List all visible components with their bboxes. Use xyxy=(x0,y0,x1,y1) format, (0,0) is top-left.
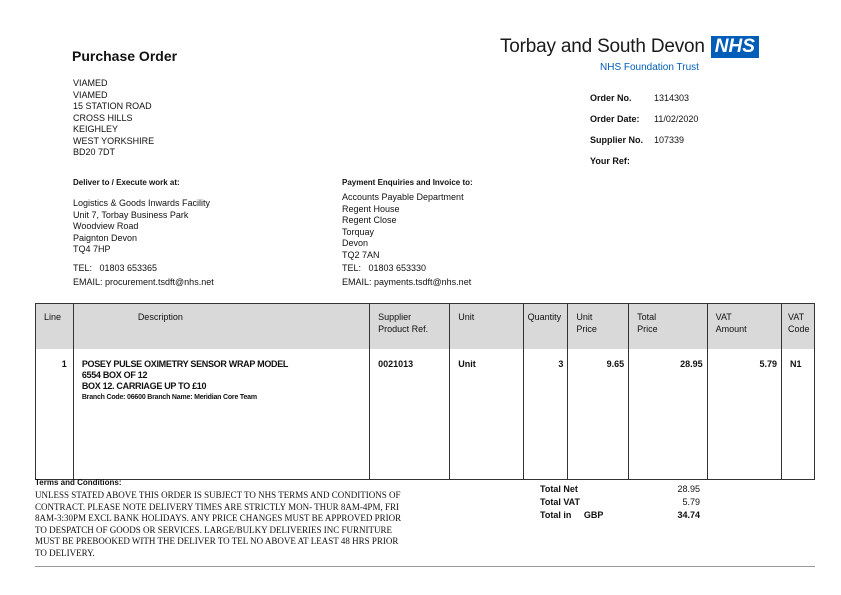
terms-heading: Terms and Conditions: xyxy=(35,478,122,487)
desc-line: BOX 12. CARRIAGE UP TO £10 xyxy=(81,381,207,391)
logo-subtitle: NHS Foundation Trust xyxy=(600,62,699,73)
nhs-badge: NHS xyxy=(711,36,759,58)
cell-unit-price: 9.65 xyxy=(568,353,629,480)
grand-total-row xyxy=(540,510,700,523)
total-net-value: 28.95 xyxy=(677,484,700,494)
supplier-no-row xyxy=(590,135,684,145)
address-line: VIAMED xyxy=(73,89,108,100)
col-quantity: Quantity xyxy=(523,304,568,350)
cell-vat-amount: 5.79 xyxy=(707,353,781,480)
supplier-no-label: Supplier No. xyxy=(590,135,644,145)
order-no-label: Order No. xyxy=(590,93,632,103)
nhs-logo xyxy=(500,36,759,73)
your-ref-row xyxy=(590,156,654,166)
footer-divider xyxy=(35,566,815,567)
address-line: Regent Close xyxy=(342,215,397,225)
address-line: BD20 7DT xyxy=(73,147,116,157)
cell-supplier-ref: 0021013 xyxy=(370,353,450,480)
desc-line: POSEY PULSE OXIMETRY SENSOR WRAP MODEL xyxy=(81,359,289,369)
order-no-value: 1314303 xyxy=(654,93,690,103)
address-line: Devon xyxy=(342,238,369,248)
logo-text: Torbay and South Devon xyxy=(500,36,705,57)
cell-unit: Unit xyxy=(450,353,523,480)
your-ref-label: Your Ref: xyxy=(590,156,630,166)
address-line: Accounts Payable Department xyxy=(342,192,464,202)
address-line: TQ4 7HP xyxy=(73,244,111,254)
order-lines-table xyxy=(35,303,815,480)
deliver-to-heading: Deliver to / Execute work at: xyxy=(73,178,180,187)
terms-line: UNLESS STATED ABOVE THIS ORDER IS SUBJECT TO NHS TERMS AND CONDITIONS OF xyxy=(35,490,401,500)
payment-tel: TEL: 01803 653330 xyxy=(342,263,427,273)
cell-vat-code: N1 xyxy=(782,353,815,480)
desc-line: 6554 BOX OF 12 xyxy=(81,370,148,380)
address-line: VIAMED xyxy=(73,78,108,88)
payment-email: EMAIL: payments.tsdft@nhs.net xyxy=(342,277,472,287)
deliver-email: EMAIL: procurement.tsdft@nhs.net xyxy=(73,277,214,287)
supplier-address xyxy=(73,78,154,159)
address-line: Woodview Road xyxy=(73,221,139,231)
document-title: Purchase Order xyxy=(72,48,178,64)
table-header-row xyxy=(36,304,815,350)
terms-line: TO DESPATCH OF GOODS OR SERVICES. LARGE/BULKY DELIVERIES INC FURNITURE xyxy=(35,524,392,535)
total-vat-label: Total VAT xyxy=(540,497,580,507)
total-vat-row xyxy=(540,497,700,510)
col-total-price: Total Price xyxy=(629,304,707,350)
currency-code: GBP xyxy=(583,510,604,520)
address-line: Torquay xyxy=(342,226,375,237)
terms-line: MUST BE PREBOOKED WITH THE DELIVER TO TEL NO ABOVE AT LEAST 48 HRS PRIOR xyxy=(35,536,399,547)
address-line: WEST YORKSHIRE xyxy=(73,135,155,146)
address-line: 15 STATION ROAD xyxy=(73,101,152,111)
total-net-label: Total Net xyxy=(540,484,578,494)
address-line: KEIGHLEY xyxy=(73,124,119,134)
col-unit-price: Unit Price xyxy=(568,304,629,350)
order-date-value: 11/02/2020 xyxy=(654,114,699,124)
branch-info: Branch Code: 06600 Branch Name: Meridian Core Team xyxy=(81,394,257,401)
col-vat-amount: VAT Amount xyxy=(707,304,781,350)
order-date-row xyxy=(590,114,698,124)
total-net-row xyxy=(540,484,700,497)
terms-line: 8AM-3:30PM EXCL BANK HOLIDAYS. ANY PRICE CHANGES MUST BE APPROVED PRIOR xyxy=(35,513,402,524)
order-date-label: Order Date: xyxy=(590,114,640,124)
supplier-no-value: 107339 xyxy=(654,135,685,145)
address-line: Regent House xyxy=(342,203,400,214)
address-line: TQ2 7AN xyxy=(342,249,380,260)
payment-heading: Payment Enquiries and Invoice to: xyxy=(342,178,473,187)
address-line: Paignton Devon xyxy=(73,232,138,243)
address-line: Logistics & Goods Inwards Facility xyxy=(73,198,211,208)
col-line: Line xyxy=(36,304,74,350)
col-supplier-ref: Supplier Product Ref. xyxy=(370,304,450,350)
terms-line: CONTRACT. PLEASE NOTE DELIVERY TIMES ARE STRICTLY MON- THUR 8AM-4PM, FRI xyxy=(35,501,399,512)
payment-address xyxy=(342,192,464,261)
cell-quantity: 3 xyxy=(523,353,568,480)
order-no-row xyxy=(590,93,689,103)
address-line: Unit 7, Torbay Business Park xyxy=(73,209,189,220)
cell-total-price: 28.95 xyxy=(629,353,707,480)
table-row xyxy=(36,353,815,480)
total-vat-value: 5.79 xyxy=(682,497,700,507)
terms-line: TO DELIVERY. xyxy=(35,547,95,558)
deliver-to-address xyxy=(73,198,210,256)
col-description: Description xyxy=(73,304,369,350)
col-vat-code: VAT Code xyxy=(782,304,815,350)
cell-line: 1 xyxy=(36,353,74,480)
cell-description xyxy=(73,353,369,480)
grand-total-value: 34.74 xyxy=(677,510,700,520)
terms-text xyxy=(35,490,455,560)
col-unit: Unit xyxy=(450,304,523,350)
address-line: CROSS HILLS xyxy=(73,112,133,123)
deliver-tel: TEL: 01803 653365 xyxy=(73,263,158,273)
grand-total-label: Total in xyxy=(540,510,572,520)
totals-block xyxy=(540,484,700,523)
